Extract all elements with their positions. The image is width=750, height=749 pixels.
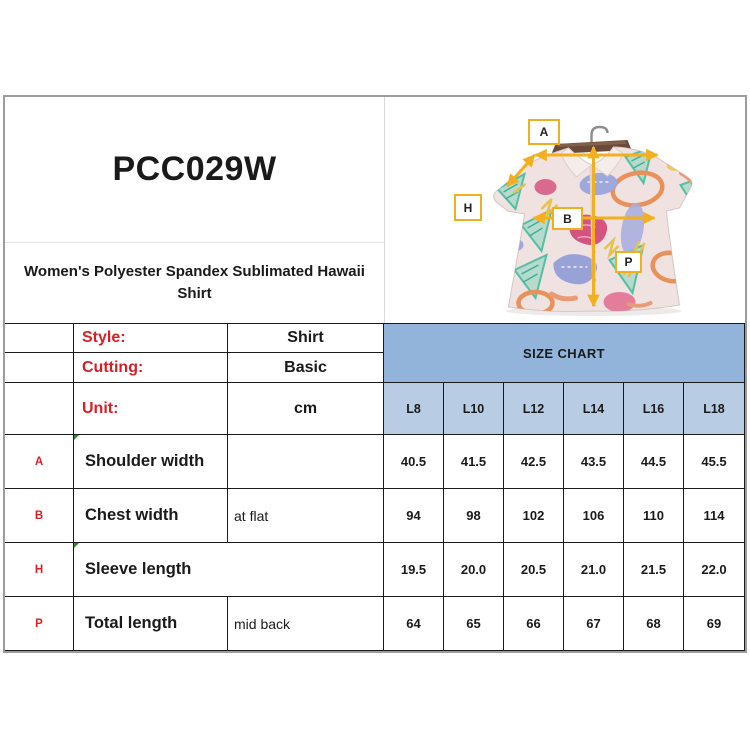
cutting-value: Basic xyxy=(228,353,384,383)
measurement-name-label: Sleeve length xyxy=(85,560,192,578)
product-description: Women's Polyester Spandex Sublimated Hawaii Shirt xyxy=(24,263,365,302)
value-cell: 98 xyxy=(444,489,504,543)
value-cell: 66 xyxy=(504,597,564,651)
row-letter-a: A xyxy=(5,435,74,489)
measurement-note-chest: at flat xyxy=(228,489,384,543)
value-cell: 21.5 xyxy=(624,543,684,597)
value-cell: 64 xyxy=(384,597,444,651)
empty-cell xyxy=(5,353,74,383)
cutting-label: Cutting: xyxy=(74,353,228,383)
measure-label-b: B xyxy=(552,207,583,230)
measurement-name-label: Shoulder width xyxy=(85,452,205,470)
row-letter-h: H xyxy=(5,543,74,597)
cell-corner-marker xyxy=(74,543,79,548)
unit-value: cm xyxy=(228,383,384,435)
style-label: Style: xyxy=(74,324,228,353)
measurement-note-shoulder xyxy=(228,435,384,489)
value-cell: 67 xyxy=(564,597,624,651)
value-cell: 40.5 xyxy=(384,435,444,489)
size-col-l18: L18 xyxy=(684,383,745,435)
size-col-l12: L12 xyxy=(504,383,564,435)
value-cell: 110 xyxy=(624,489,684,543)
value-cell: 94 xyxy=(384,489,444,543)
value-cell: 45.5 xyxy=(684,435,745,489)
product-code-area xyxy=(5,97,384,243)
product-code: PCC029W xyxy=(112,150,277,188)
measurement-name-total: Total length xyxy=(74,597,228,651)
value-cell: 102 xyxy=(504,489,564,543)
value-cell: 114 xyxy=(684,489,745,543)
measurement-name-shoulder xyxy=(74,435,228,489)
value-cell: 65 xyxy=(444,597,504,651)
size-col-l8: L8 xyxy=(384,383,444,435)
cell-corner-marker xyxy=(74,435,79,440)
top-section xyxy=(5,97,745,323)
value-cell: 41.5 xyxy=(444,435,504,489)
value-cell: 22.0 xyxy=(684,543,745,597)
measure-label-p: P xyxy=(615,251,642,273)
value-cell: 106 xyxy=(564,489,624,543)
spec-sheet xyxy=(3,95,747,653)
value-cell: 42.5 xyxy=(504,435,564,489)
value-cell: 68 xyxy=(624,597,684,651)
value-cell: 19.5 xyxy=(384,543,444,597)
shirt-photo-panel xyxy=(385,97,745,323)
empty-cell xyxy=(5,383,74,435)
product-description-area xyxy=(5,243,384,323)
empty-cell xyxy=(5,324,74,353)
measurement-name-sleeve xyxy=(74,543,384,597)
value-cell: 20.0 xyxy=(444,543,504,597)
value-cell: 43.5 xyxy=(564,435,624,489)
size-col-l16: L16 xyxy=(624,383,684,435)
value-cell: 69 xyxy=(684,597,745,651)
value-cell: 21.0 xyxy=(564,543,624,597)
measure-label-h: H xyxy=(454,194,482,221)
size-chart-header: SIZE CHART xyxy=(384,324,745,383)
row-letter-b: B xyxy=(5,489,74,543)
row-letter-p: P xyxy=(5,597,74,651)
measurement-note-total: mid back xyxy=(228,597,384,651)
size-table xyxy=(5,323,745,651)
size-col-l14: L14 xyxy=(564,383,624,435)
measurement-name-chest: Chest width xyxy=(74,489,228,543)
measure-label-a: A xyxy=(528,119,560,145)
value-cell: 20.5 xyxy=(504,543,564,597)
product-info-panel xyxy=(5,97,385,323)
size-col-l10: L10 xyxy=(444,383,504,435)
value-cell: 44.5 xyxy=(624,435,684,489)
unit-label: Unit: xyxy=(74,383,228,435)
style-value: Shirt xyxy=(228,324,384,353)
